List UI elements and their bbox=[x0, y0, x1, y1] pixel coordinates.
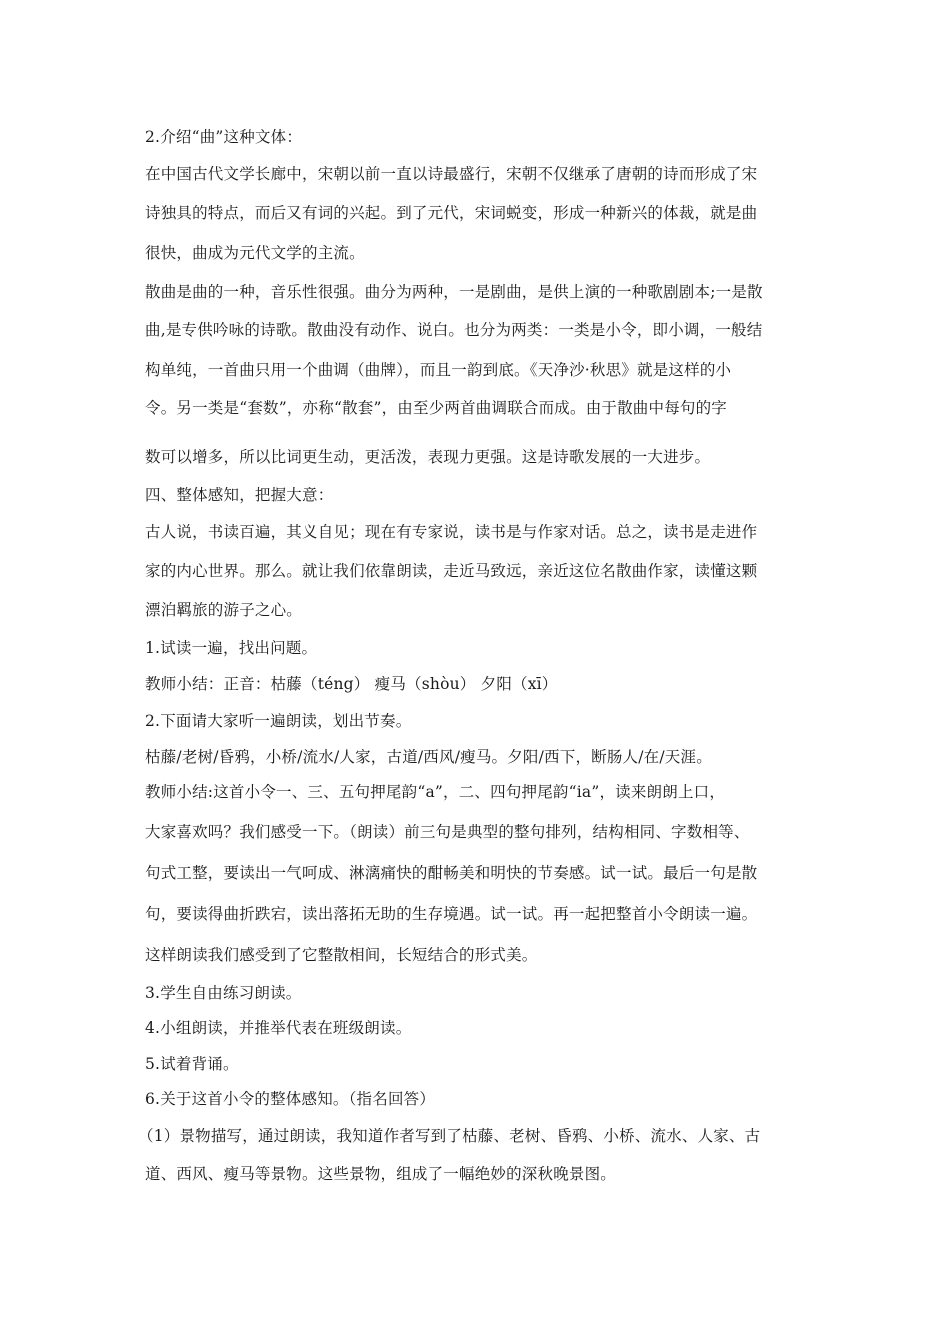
paragraph-line: （1）景物描写，通过朗读，我知道作者写到了枯藤、老树、昏鸦、小桥、流水、人家、古 bbox=[138, 1127, 761, 1145]
paragraph-line: 在中国古代文学长廊中，宋朝以前一直以诗最盛行，宋朝不仅继承了唐朝的诗而形成了宋 bbox=[145, 165, 758, 183]
paragraph-line: 大家喜欢吗？我们感受一下。（朗读）前三句是典型的整句排列，结构相同、字数相等、 bbox=[145, 823, 750, 841]
paragraph-line: 曲,是专供吟咏的诗歌。散曲没有动作、说白。也分为两类：一类是小令，即小调，一般结 bbox=[145, 321, 763, 339]
paragraph-line: 句，要读得曲折跌宕，读出落拓无助的生存境遇。试一试。再一起把整首小令朗读一遍。 bbox=[145, 905, 758, 923]
paragraph-line: 散曲是曲的一种，音乐性很强。曲分为两种，一是剧曲，是供上演的一种歌剧剧本;一是散 bbox=[145, 283, 763, 301]
heading-qu-genre: 2.介绍“曲”这种文体： bbox=[145, 128, 303, 146]
paragraph-line: 这样朗读我们感受到了它整散相间，长短结合的形式美。 bbox=[145, 946, 538, 964]
paragraph-line: 很快，曲成为元代文学的主流。 bbox=[145, 244, 365, 262]
paragraph-line: 句式工整，要读出一气呵成、淋漓痛快的酣畅美和明快的节奏感。试一试。最后一句是散 bbox=[145, 864, 758, 882]
paragraph-line: 令。另一类是“套数”，亦称“散套”，由至少两首曲调联合而成。由于散曲中每句的字 bbox=[145, 399, 727, 417]
section-heading: 四、整体感知，把握大意： bbox=[145, 486, 334, 504]
paragraph-line: 数可以增多，所以比词更生动，更活泼，表现力更强。这是诗歌发展的一大进步。 bbox=[145, 448, 711, 466]
paragraph-line: 枯藤/老树/昏鸦，小桥/流水/人家，古道/西风/瘦马。夕阳/西下，断肠人/在/天涯。 bbox=[145, 748, 712, 766]
list-item: 4.小组朗读，并推举代表在班级朗读。 bbox=[145, 1019, 412, 1037]
paragraph-line: 构单纯，一首曲只用一个曲调（曲牌），而且一韵到底。《天净沙·秋思》就是这样的小 bbox=[145, 361, 732, 379]
list-item: 3.学生自由练习朗读。 bbox=[145, 984, 302, 1002]
list-item: 2.下面请大家听一遍朗读，划出节奏。 bbox=[145, 712, 412, 730]
list-item: 5.试着背诵。 bbox=[145, 1055, 239, 1073]
list-item: 6.关于这首小令的整体感知。（指名回答） bbox=[145, 1090, 436, 1108]
paragraph-line: 漂泊羁旅的游子之心。 bbox=[145, 601, 303, 619]
paragraph-line: 道、西风、瘦马等景物。这些景物，组成了一幅绝妙的深秋晚景图。 bbox=[145, 1165, 617, 1183]
paragraph-line: 家的内心世界。那么。就让我们依靠朗读，走近马致远，亲近这位名散曲作家，读懂这颗 bbox=[145, 562, 758, 580]
paragraph-line: 教师小结:这首小令一、三、五句押尾韵“a”，二、四句押尾韵“ia”，读来朗朗上口， bbox=[145, 783, 726, 801]
paragraph-line: 古人说，书读百遍，其义自见；现在有专家说，读书是与作家对话。总之，读书是走进作 bbox=[145, 523, 758, 541]
paragraph-line: 诗独具的特点，而后又有词的兴起。到了元代，宋词蜕变，形成一种新兴的体裁，就是曲 bbox=[145, 204, 758, 222]
list-item: 1.试读一遍，找出问题。 bbox=[145, 639, 318, 657]
paragraph-line: 教师小结：正音：枯藤（téng） 瘦马（shòu） 夕阳（xī） bbox=[145, 675, 558, 693]
